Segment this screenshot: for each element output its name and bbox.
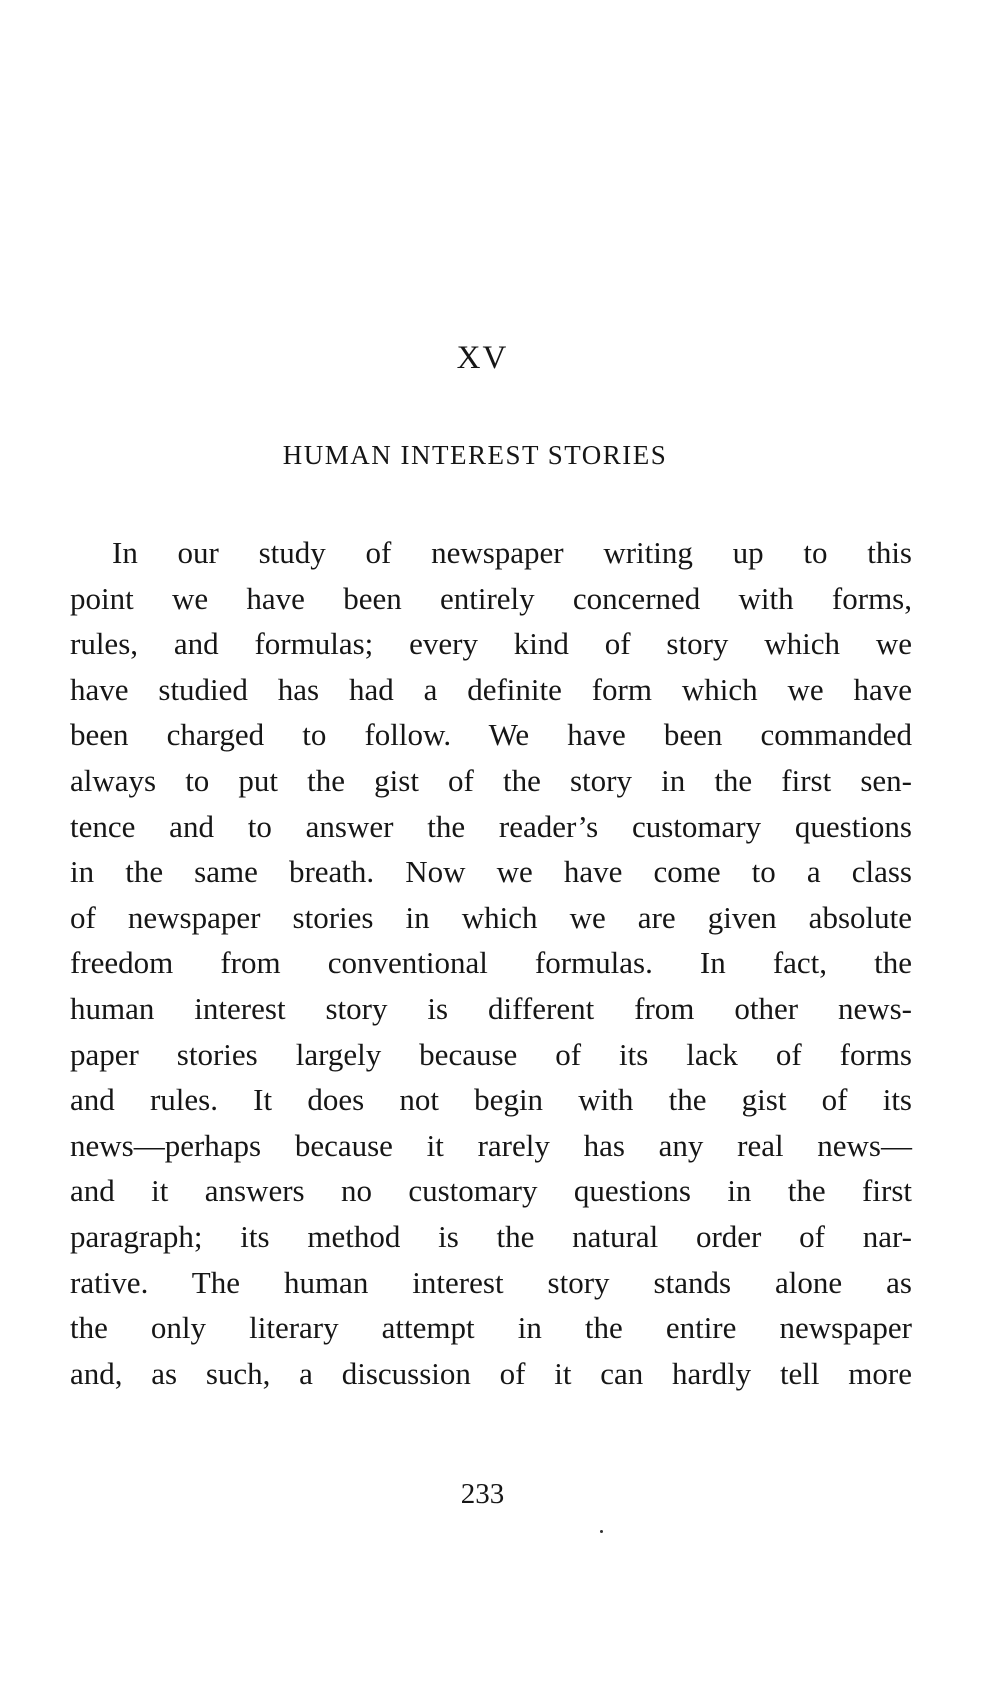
text-line: the only literary attempt in the entire newspaper: [70, 1310, 912, 1346]
text-line: paragraph; its method is the natural order of nar-: [70, 1218, 912, 1254]
text-line: point we have been entirely concerned with forms,: [70, 580, 912, 616]
print-speck: [600, 1530, 603, 1533]
text-line: tence and to answer the reader’s customary questions: [70, 808, 912, 844]
text-line: freedom from conventional formulas. In fact, the: [70, 945, 912, 981]
text-line: been charged to follow. We have been commanded: [70, 717, 912, 753]
text-line: of newspaper stories in which we are given absolute: [70, 899, 912, 935]
text-line: and rules. It does not begin with the gist of its: [70, 1082, 912, 1118]
text-line: always to put the gist of the story in the first sen-: [70, 762, 912, 798]
text-line: and it answers no customary questions in the first: [70, 1173, 912, 1209]
body-paragraph: [70, 530, 912, 1396]
text-line: In our study of newspaper writing up to this: [112, 535, 912, 570]
text-line: and, as such, a discussion of it can hardly tell more: [70, 1355, 912, 1391]
text-line: rative. The human interest story stands alone as: [70, 1264, 912, 1300]
chapter-title: HUMAN INTEREST STORIES: [282, 440, 668, 470]
text-line: paper stories largely because of its lack of forms: [70, 1036, 912, 1072]
text-line: human interest story is different from other news-: [70, 990, 912, 1026]
text-line: in the same breath. Now we have come to a class: [70, 854, 912, 890]
text-line: news—perhaps because it rarely has any real news—: [70, 1127, 912, 1163]
text-line: have studied has had a definite form which we have: [70, 671, 912, 707]
page-number: 233: [460, 1478, 505, 1510]
text-line: rules, and formulas; every kind of story which we: [70, 626, 912, 662]
chapter-number: XV: [456, 340, 509, 376]
